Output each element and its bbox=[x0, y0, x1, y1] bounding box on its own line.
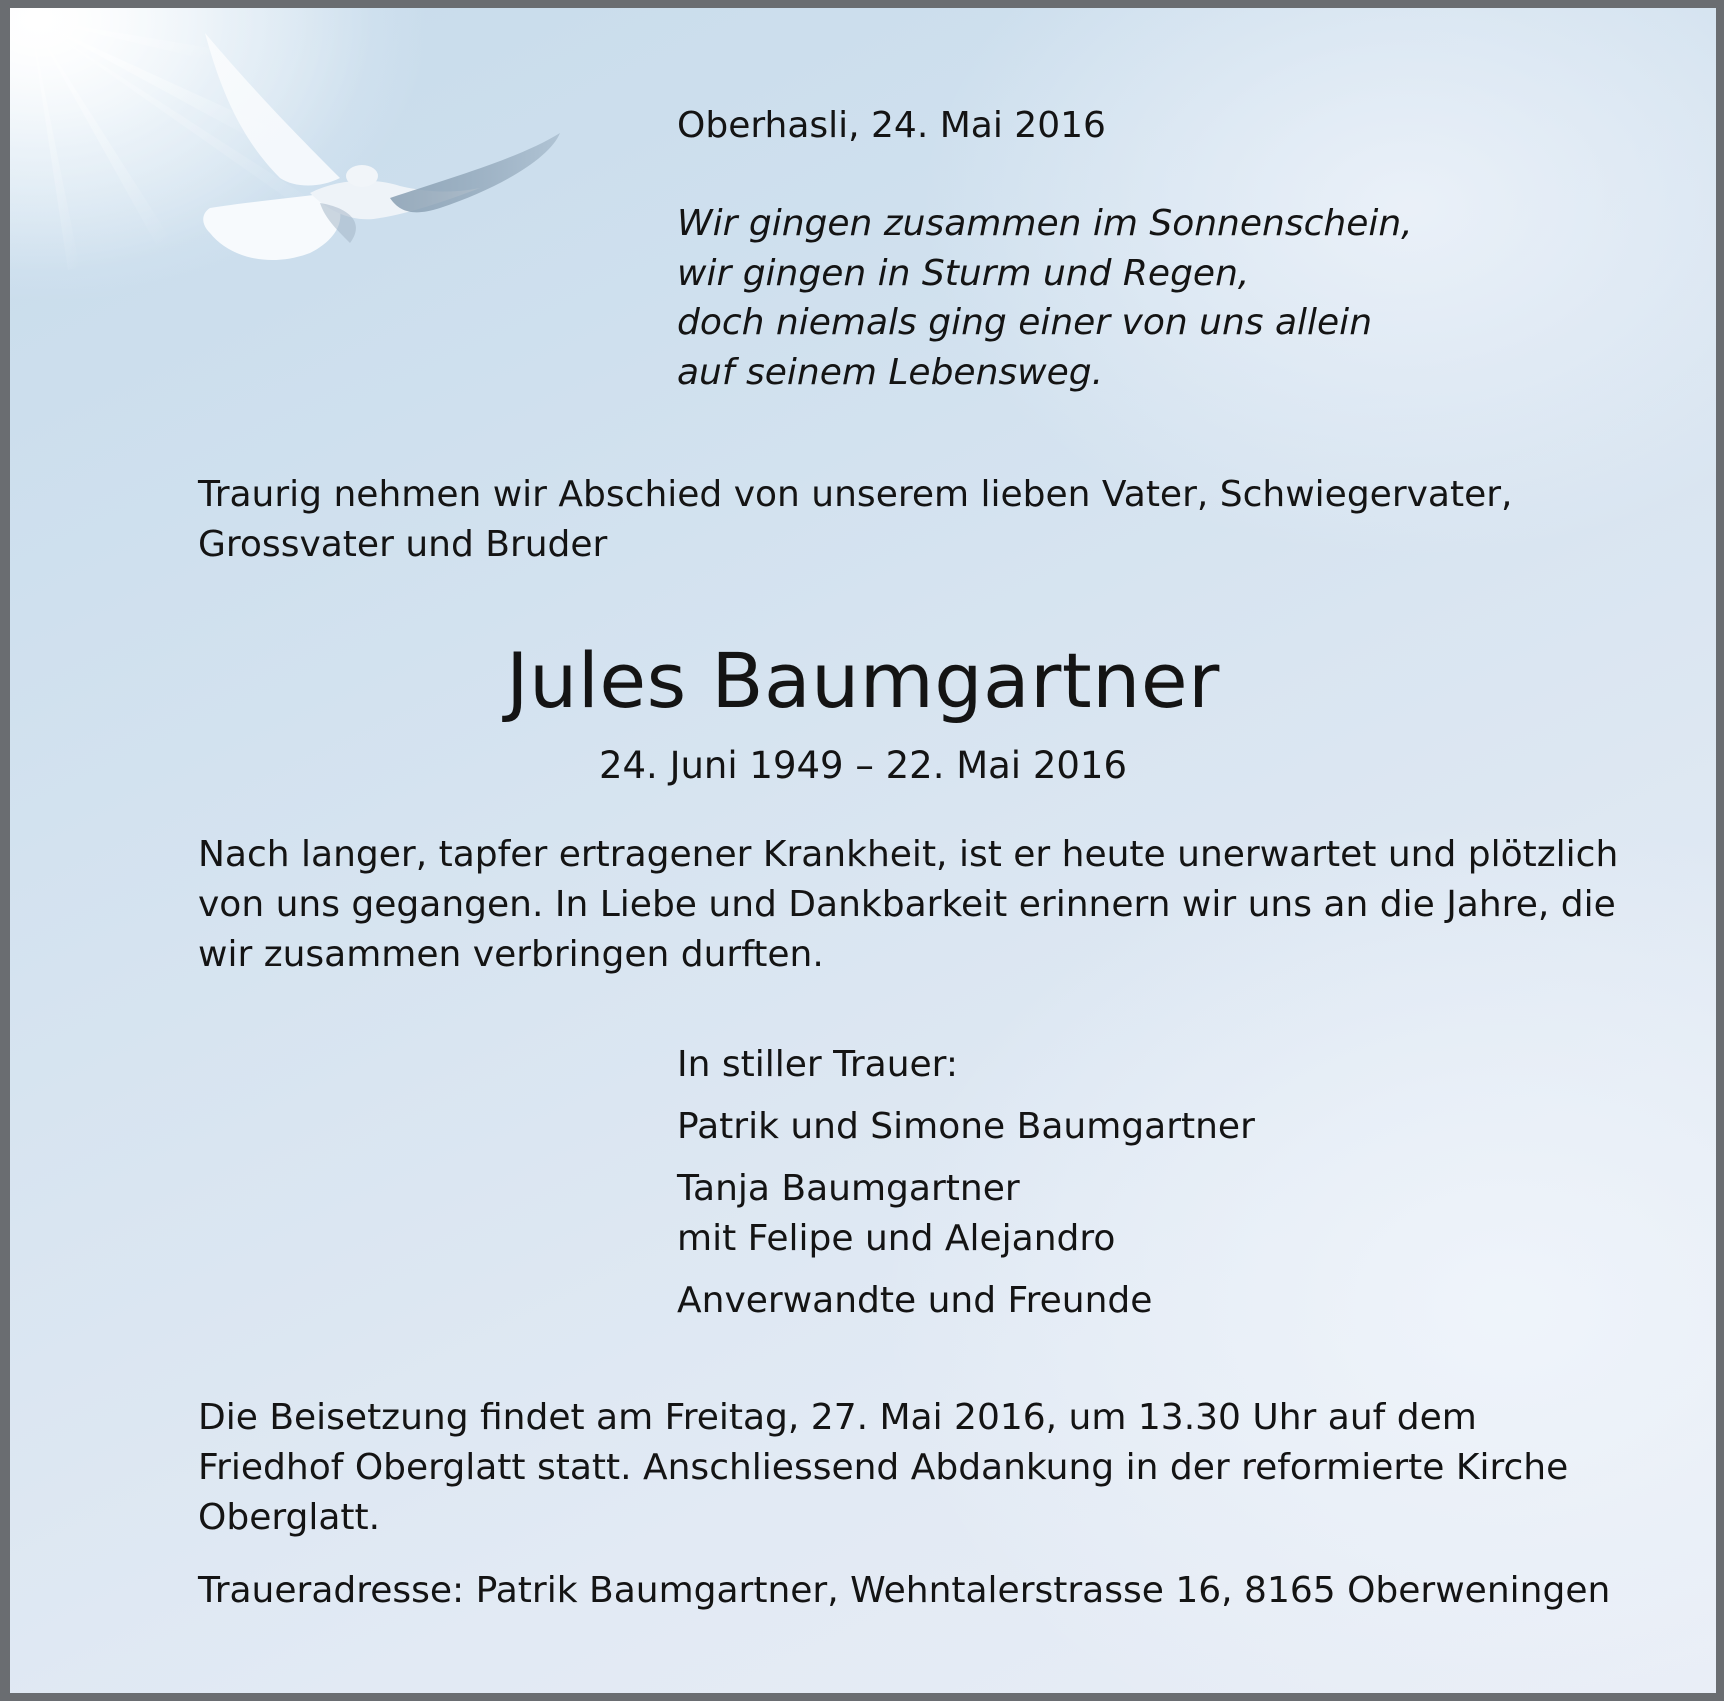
funeral-line: Die Beisetzung findet am Freitag, 27. Mai 2016, um 13.30 Uhr auf dem bbox=[198, 1397, 1477, 1438]
message-line: von uns gegangen. In Liebe und Dankbarkeit erinnern wir uns an die Jahre, die bbox=[198, 884, 1616, 925]
poem-line: auf seinem Lebensweg. bbox=[677, 351, 1104, 393]
mourner-line: Tanja Baumgartner bbox=[677, 1168, 1020, 1209]
intro-text bbox=[198, 470, 1513, 570]
poem bbox=[677, 199, 1413, 397]
message-line: Nach langer, tapfer ertragener Krankheit, ist er heute unerwartet und plötzlich bbox=[198, 834, 1619, 875]
deceased-name: Jules Baumgartner bbox=[506, 636, 1220, 725]
obituary-card bbox=[10, 8, 1716, 1693]
message-text bbox=[198, 830, 1618, 980]
mourning-address: Traueradresse: Patrik Baumgartner, Wehntalerstrasse 16, 8165 Oberweningen bbox=[198, 1570, 1611, 1611]
life-dates: 24. Juni 1949 – 22. Mai 2016 bbox=[598, 744, 1128, 787]
poem-line: wir gingen in Sturm und Regen, bbox=[677, 252, 1250, 294]
dove-icon bbox=[200, 28, 620, 288]
mourner-line: mit Felipe und Alejandro bbox=[677, 1218, 1116, 1259]
funeral-line: Friedhof Oberglatt statt. Anschliessend Abdankung in der reformierte Kirche bbox=[198, 1447, 1569, 1488]
mourner-group: Anverwandte und Freunde bbox=[677, 1280, 1153, 1321]
mourner-group bbox=[677, 1164, 1115, 1264]
mourner-group: Patrik und Simone Baumgartner bbox=[677, 1106, 1255, 1147]
funeral-info bbox=[198, 1393, 1568, 1543]
message-line: wir zusammen verbringen durften. bbox=[198, 934, 824, 975]
intro-line: Traurig nehmen wir Abschied von unserem lieben Vater, Schwiegervater, bbox=[198, 474, 1513, 515]
place-date: Oberhasli, 24. Mai 2016 bbox=[677, 105, 1106, 146]
funeral-line: Oberglatt. bbox=[198, 1497, 381, 1538]
mourners-title: In stiller Trauer: bbox=[677, 1044, 958, 1085]
intro-line: Grossvater und Bruder bbox=[198, 524, 608, 565]
poem-line: Wir gingen zusammen im Sonnenschein, bbox=[677, 203, 1413, 244]
poem-line: doch niemals ging einer von uns allein bbox=[677, 302, 1373, 343]
